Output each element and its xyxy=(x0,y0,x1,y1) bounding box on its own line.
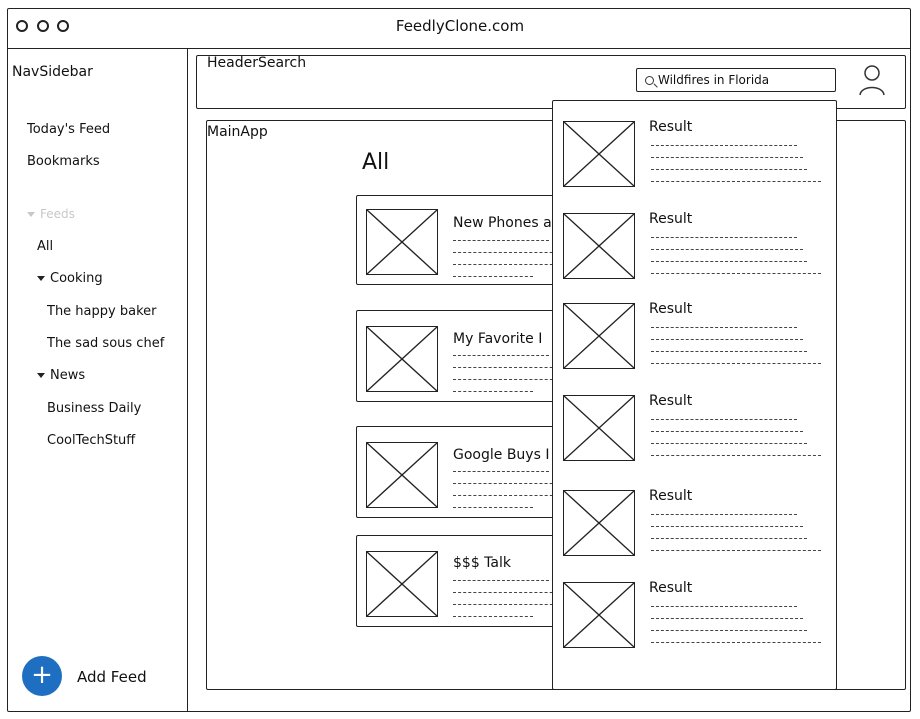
text-placeholder xyxy=(453,391,533,393)
group-label: Cooking xyxy=(50,271,103,286)
sidebar-item-bookmarks[interactable]: Bookmarks xyxy=(27,154,100,169)
text-placeholder xyxy=(651,606,797,608)
user-icon xyxy=(858,64,886,96)
card-title: $$$ Talk xyxy=(453,555,511,571)
text-placeholder xyxy=(651,351,807,353)
result-title: Result xyxy=(649,211,693,227)
text-placeholder xyxy=(651,237,797,239)
text-placeholder xyxy=(651,642,821,644)
image-placeholder-icon xyxy=(366,551,438,617)
result-title: Result xyxy=(649,393,693,409)
image-placeholder-icon xyxy=(563,490,635,556)
result-title: Result xyxy=(649,488,693,504)
search-result[interactable] xyxy=(561,393,831,483)
search-icon xyxy=(645,76,654,85)
result-title: Result xyxy=(649,580,693,596)
page-title: All xyxy=(362,150,390,175)
sidebar-item-cooltechstuff[interactable]: CoolTechStuff xyxy=(47,433,136,448)
text-placeholder xyxy=(651,157,803,159)
chevron-down-icon xyxy=(27,212,35,217)
image-placeholder-icon xyxy=(366,442,438,508)
text-placeholder xyxy=(651,363,821,365)
image-placeholder-icon xyxy=(563,213,635,279)
main-title: MainApp xyxy=(207,124,268,140)
text-placeholder xyxy=(453,580,549,582)
card-title: Google Buys I xyxy=(453,447,550,463)
window-title: FeedlyClone.com xyxy=(395,17,525,35)
text-placeholder xyxy=(651,273,821,275)
card-title: New Phones a xyxy=(453,215,552,231)
text-placeholder xyxy=(453,355,549,357)
text-placeholder xyxy=(453,240,549,242)
sidebar-item-the-happy-baker[interactable]: The happy baker xyxy=(47,304,157,319)
search-value: Wildfires in Florida xyxy=(658,73,770,87)
text-placeholder xyxy=(651,630,807,632)
header-title: HeaderSearch xyxy=(207,55,307,71)
text-placeholder xyxy=(651,145,797,147)
image-placeholder-icon xyxy=(563,303,635,369)
text-placeholder xyxy=(651,514,797,516)
text-placeholder xyxy=(453,379,563,381)
nav-sidebar xyxy=(7,49,188,712)
text-placeholder xyxy=(453,616,533,618)
search-result[interactable] xyxy=(561,119,831,209)
sidebar-title: NavSidebar xyxy=(12,64,93,80)
text-placeholder xyxy=(453,276,533,278)
sidebar-item-business-daily[interactable]: Business Daily xyxy=(47,401,142,416)
sidebar-item-the-sad-sous-chef[interactable]: The sad sous chef xyxy=(47,336,165,351)
result-title: Result xyxy=(649,119,693,135)
search-result[interactable] xyxy=(561,488,831,578)
text-placeholder xyxy=(651,618,803,620)
sidebar-group-news[interactable] xyxy=(37,368,85,383)
add-feed-label[interactable]: Add Feed xyxy=(77,668,147,686)
image-placeholder-icon xyxy=(563,395,635,461)
search-result[interactable] xyxy=(561,301,831,391)
chevron-down-icon xyxy=(37,276,45,281)
text-placeholder xyxy=(651,261,807,263)
user-avatar[interactable] xyxy=(858,64,886,96)
chevron-down-icon xyxy=(37,373,45,378)
feeds-label: Feeds xyxy=(40,207,75,221)
search-results-dropdown xyxy=(552,100,837,690)
text-placeholder xyxy=(651,327,797,329)
image-placeholder-icon xyxy=(366,209,438,275)
text-placeholder xyxy=(651,443,807,445)
search-result[interactable] xyxy=(561,211,831,301)
text-placeholder xyxy=(453,604,563,606)
sidebar-item-all[interactable]: All xyxy=(37,239,54,254)
image-placeholder-icon xyxy=(366,326,438,392)
text-placeholder xyxy=(453,264,563,266)
text-placeholder xyxy=(651,455,821,457)
text-placeholder xyxy=(651,181,821,183)
text-placeholder xyxy=(651,431,803,433)
result-title: Result xyxy=(649,301,693,317)
search-result[interactable] xyxy=(561,580,831,670)
plus-icon: + xyxy=(31,660,53,690)
sidebar-group-cooking[interactable] xyxy=(37,271,103,286)
add-feed-button[interactable] xyxy=(22,656,62,696)
text-placeholder xyxy=(651,419,797,421)
group-label: News xyxy=(50,368,86,383)
text-placeholder xyxy=(651,550,821,552)
text-placeholder xyxy=(651,249,803,251)
search-input[interactable] xyxy=(636,68,836,92)
card-title: My Favorite I xyxy=(453,331,543,347)
text-placeholder xyxy=(453,495,563,497)
text-placeholder xyxy=(651,526,803,528)
sidebar-item-todays-feed[interactable]: Today's Feed xyxy=(27,122,111,137)
image-placeholder-icon xyxy=(563,121,635,187)
text-placeholder xyxy=(651,538,807,540)
feeds-section-toggle[interactable] xyxy=(27,207,75,221)
text-placeholder xyxy=(453,471,549,473)
text-placeholder xyxy=(453,507,533,509)
image-placeholder-icon xyxy=(563,582,635,648)
text-placeholder xyxy=(651,339,803,341)
text-placeholder xyxy=(651,169,807,171)
